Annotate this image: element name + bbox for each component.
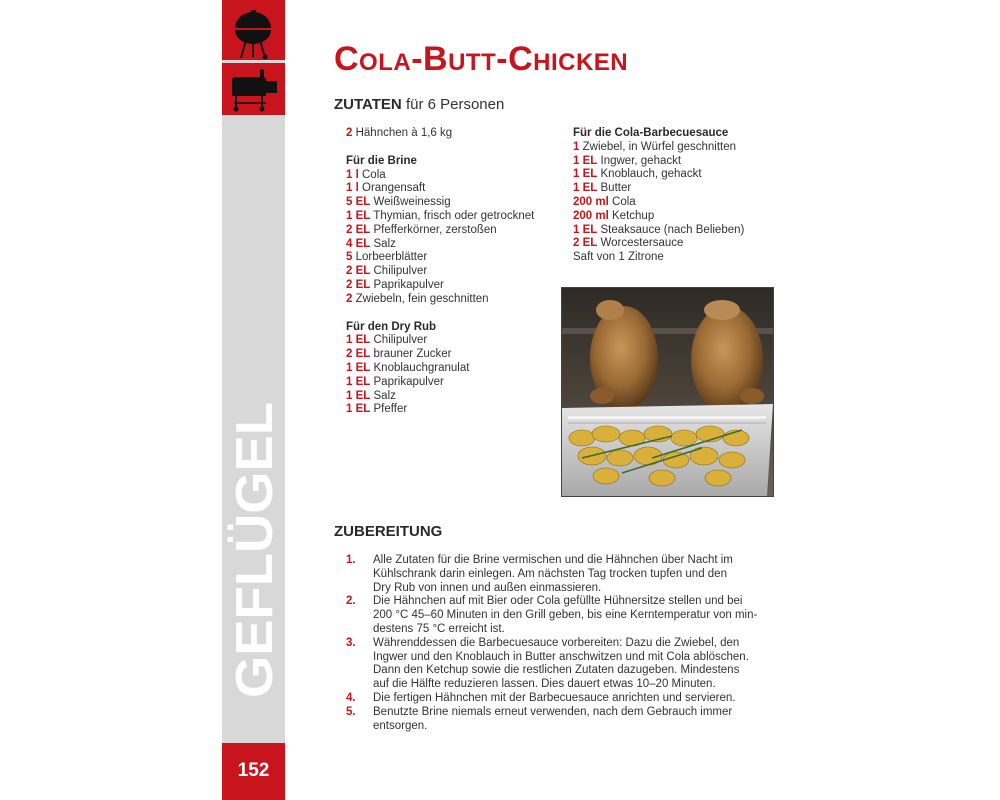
ingredient-name: Ketchup [612, 209, 655, 222]
page-number-box [222, 743, 285, 800]
step-text-line: Dry Rub von innen und außen einmassieren. [373, 581, 602, 594]
preparation-heading: ZUBEREITUNG [334, 523, 443, 540]
step-text-line: Kühlschrank darin einlegen. Am nächsten Tag trocken tupfen und den [373, 567, 727, 580]
chicken-photo [561, 287, 774, 497]
ingredient-name: Worcestersauce [600, 237, 684, 250]
ingredient-name: Saft von 1 Zitrone [573, 251, 664, 264]
ingredient-name: Chilipulver [373, 265, 428, 278]
ingredients-heading-label: ZUTATEN [334, 96, 402, 113]
ingredient-name: Ingwer, gehackt [600, 154, 682, 167]
ingredient-qty: 5 [346, 251, 353, 264]
ingredient-qty: 1 EL [346, 403, 371, 416]
ingredient-name: Salz [373, 389, 396, 402]
step-text-line: Die fertigen Hähnchen mit der Barbecuesauce anrichten und servieren. [373, 691, 736, 704]
ingredient-line [346, 293, 561, 307]
recipe-title: Cola-Butt-Chicken [334, 40, 629, 78]
ingredient-qty: 5 EL [346, 196, 371, 209]
ingredient-name: Chilipulver [373, 334, 428, 347]
step-number: 5. [346, 705, 356, 718]
ingredient-name: Butter [600, 182, 632, 195]
section-title-vertical [222, 400, 285, 700]
ingredient-name: Zwiebeln, fein geschnitten [355, 292, 489, 305]
step-item [346, 706, 776, 734]
ingredient-qty: 2 EL [573, 237, 598, 250]
step-text-line: entsorgen. [373, 719, 428, 732]
ingredient-line [346, 279, 561, 293]
ingredient-qty: 1 EL [573, 168, 598, 181]
step-text-line: Alle Zutaten für die Brine vermischen und die Hähnchen über Nacht im [373, 554, 733, 566]
step-text-line: Währenddessen die Barbecuesauce vorbereiten: Dazu die Zwiebel, den [373, 636, 740, 649]
ingredient-line [346, 334, 561, 348]
ingredient-qty: 2 [346, 127, 353, 139]
bbq-sauce-title: Für die Cola-Barbecuesauce [573, 127, 729, 139]
step-text-line: Die Hähnchen auf mit Bier oder Cola gefüllte Hühnersitze stellen und bei [373, 595, 743, 608]
step-number: 4. [346, 691, 356, 704]
step-item [346, 554, 776, 595]
ingredient-qty: 1 [573, 140, 580, 153]
ingredient-qty: 2 EL [346, 278, 371, 291]
ingredients-right-column [573, 127, 773, 265]
ingredient-qty: 1 EL [346, 209, 371, 222]
step-item [346, 692, 776, 706]
ingredient-name: Paprikapulver [373, 375, 444, 388]
ingredient-line [573, 224, 773, 238]
ingredient-name: Salz [373, 237, 396, 250]
ingredient-qty: 1 EL [573, 182, 598, 195]
step-number: 2. [346, 595, 356, 608]
ingredient-qty: 2 EL [346, 348, 371, 361]
page-number: 152 [237, 760, 270, 781]
kettle-grill-tab [222, 0, 285, 60]
ingredient-name: Thymian, frisch oder getrocknet [373, 209, 535, 222]
ingredient-line [346, 362, 561, 376]
ingredient-qty: 1 l [346, 168, 359, 181]
step-text-line: Ingwer und den Knoblauch in Butter anschwitzen und mit Cola ablöschen. [373, 650, 749, 663]
kettle-grill-icon [222, 0, 285, 60]
brine-title: Für die Brine [346, 154, 417, 167]
step-text-line: 200 °C 45–60 Minuten in den Grill geben, bis eine Kerntemperatur von min- [373, 609, 758, 622]
ingredient-line [346, 390, 561, 404]
ingredient-name: brauner Zucker [373, 348, 452, 361]
ingredient-name: Cola [362, 168, 386, 181]
ingredient-line [573, 237, 773, 251]
ingredients-heading [334, 96, 504, 113]
ingredient-name: Pfefferkörner, zerstoßen [373, 223, 497, 236]
ingredient-name: Zwiebel, in Würfel geschnitten [582, 140, 737, 153]
ingredient-line [346, 169, 561, 183]
ingredient-name: Knoblauchgranulat [373, 361, 470, 374]
smoker-grill-icon [222, 63, 285, 115]
ingredient-line [573, 155, 773, 169]
servings-label: für 6 Personen [405, 96, 505, 113]
ingredient-line [346, 403, 561, 417]
ingredient-qty: 2 EL [346, 265, 371, 278]
ingredient-line [573, 251, 773, 265]
ingredient-name: Knoblauch, gehackt [600, 168, 702, 181]
ingredient-line [573, 182, 773, 196]
ingredient-qty: 4 EL [346, 237, 371, 250]
rub-title: Für den Dry Rub [346, 320, 437, 333]
step-item [346, 637, 776, 692]
step-number: 3. [346, 636, 356, 649]
ingredient-line [346, 182, 561, 196]
ingredient-qty: 200 ml [573, 195, 609, 208]
smoker-grill-tab [222, 63, 285, 115]
ingredient-qty: 1 l [346, 182, 359, 195]
ingredient-line [346, 196, 561, 210]
ingredient-line [573, 141, 773, 155]
ingredient-name: Cola [612, 195, 636, 208]
ingredient-name: Steaksauce (nach Belieben) [600, 223, 745, 236]
step-item [346, 595, 776, 636]
ingredient-line [346, 376, 561, 390]
step-text-line: Benutzte Brine niemals erneut verwenden, nach dem Gebrauch immer [373, 705, 733, 718]
ingredient-name: Pfeffer [373, 403, 408, 416]
ingredient-line [346, 251, 561, 265]
ingredient-name: Weißweinessig [373, 196, 451, 209]
section-title-text: GEFLÜGEL [226, 414, 284, 698]
ingredient-line [346, 127, 561, 141]
ingredient-name: Hähnchen à 1,6 kg [355, 127, 453, 139]
ingredient-name: Orangensaft [362, 182, 426, 195]
ingredient-qty: 1 EL [573, 223, 598, 236]
step-text-line: destens 75 °C erreicht ist. [373, 622, 505, 635]
ingredient-qty: 200 ml [573, 209, 609, 222]
ingredient-line [346, 224, 561, 238]
ingredient-qty: 2 [346, 292, 353, 305]
ingredient-line [346, 348, 561, 362]
ingredient-line [573, 210, 773, 224]
ingredient-line [346, 238, 561, 252]
ingredient-name: Lorbeerblätter [355, 251, 428, 264]
step-number: 1. [346, 554, 356, 566]
ingredients-left-column [346, 127, 561, 417]
ingredient-line [346, 210, 561, 224]
ingredient-name: Paprikapulver [373, 278, 444, 291]
ingredient-qty: 2 EL [346, 223, 371, 236]
ingredient-line [573, 168, 773, 182]
ingredient-line [573, 196, 773, 210]
preparation-steps [346, 554, 776, 733]
step-text-line: Dann den Ketchup sowie die restlichen Zutaten dazugeben. Mindestens [373, 664, 740, 677]
ingredient-qty: 1 EL [346, 334, 371, 347]
ingredient-line [346, 265, 561, 279]
step-text-line: auf die Hälfte reduzieren lassen. Dies dauert etwas 10–20 Minuten. [373, 678, 716, 691]
ingredient-qty: 1 EL [346, 389, 371, 402]
ingredient-qty: 1 EL [573, 154, 598, 167]
ingredient-qty: 1 EL [346, 361, 371, 374]
ingredient-qty: 1 EL [346, 375, 371, 388]
